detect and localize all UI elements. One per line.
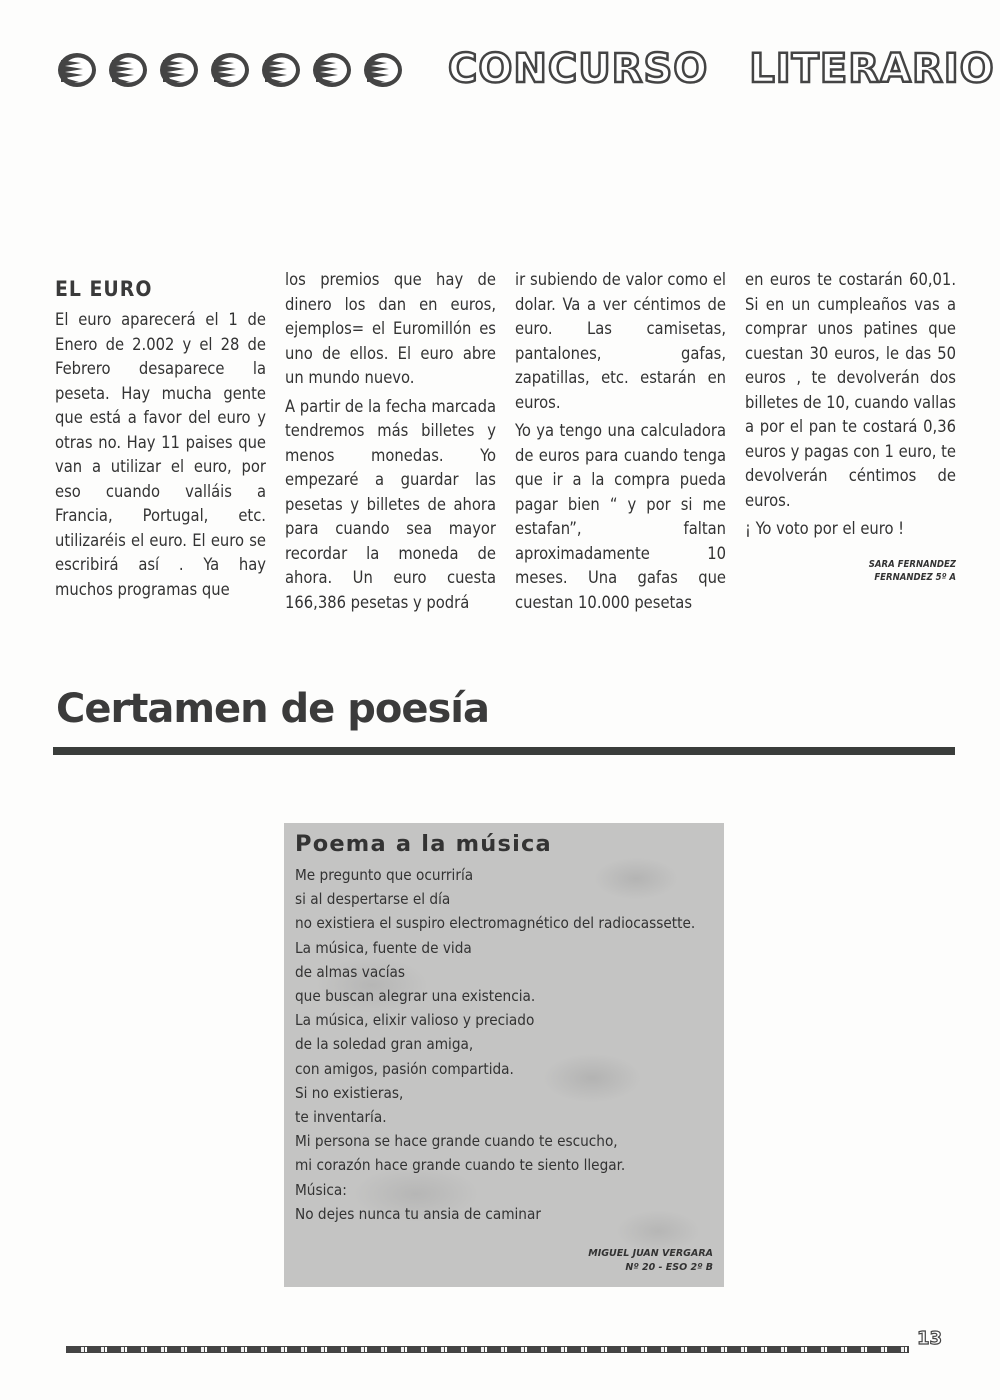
section-divider — [53, 747, 955, 755]
signature-line: SARA FERNANDEZ — [868, 558, 956, 570]
signature-line: FERNANDEZ 5º A — [874, 571, 956, 583]
euro-swoosh-icon — [363, 52, 403, 88]
article-column-2 — [285, 268, 496, 619]
article-title: EL EURO — [55, 277, 153, 301]
poem-line: con amigos, pasión compartida. — [295, 1059, 514, 1078]
poem-title: Poema a la música — [295, 831, 552, 857]
header-title-word1: CONCURSO — [448, 46, 709, 92]
page-number: 13 — [917, 1328, 943, 1349]
poem-line: Si no existieras, — [295, 1083, 404, 1102]
poem-lines — [295, 863, 695, 1226]
euro-swoosh-icon — [312, 52, 352, 88]
article-paragraph: los premios que hay de dinero los dan en euros, ejemplos= el Euromillón es uno de ellos. El euro abre un mundo nuevo. — [285, 270, 496, 387]
article-column-4 — [745, 268, 956, 584]
euro-swoosh-icon — [108, 52, 148, 88]
header-title-word2: LITERARIO — [749, 46, 995, 92]
poem-line: si al despertarse el día — [295, 890, 451, 909]
article-paragraph: ir subiendo de valor como el dolar. Va a ver céntimos de euro. Las camisetas, pantalones, gafas, zapatillas, etc. estarán en euros. — [515, 270, 726, 412]
poem-line: Me pregunto que ocurriría — [295, 866, 474, 884]
poem-line: mi corazón hace grande cuando te siento llegar. — [295, 1156, 626, 1175]
article-column-1 — [55, 268, 266, 606]
euro-swoosh-icon — [159, 52, 199, 88]
article-paragraph: A partir de la fecha marcada tendremos más billetes y menos monedas. Yo empezaré a guardar las pesetas y billetes de ahora para cuando sea mayor recordar la moneda de ahora. Un euro cuesta 166,386 pesetas y podrá — [285, 396, 496, 612]
poem-line: que buscan alegrar una existencia. — [295, 987, 536, 1006]
signature-line: Nº 20 - ESO 2º B — [625, 1262, 713, 1273]
poem-line: Música: — [295, 1180, 347, 1199]
poem-line: No dejes nunca tu ansia de caminar — [295, 1204, 541, 1223]
article-paragraph: El euro aparecerá el 1 de Enero de 2.002 y el 28 de Febrero desaparece la peseta. Hay mucha gente que está a favor del euro y otras no. Hay 11 paises que van a utilizar el euro, por eso cuando valláis a Francia, Portugal, etc. utilizaréis el euro. El euro se escribirá así . Ya hay muchos programas que — [55, 310, 266, 599]
article-column-3 — [515, 268, 726, 619]
header-icon-row — [57, 52, 403, 88]
poem-box — [284, 823, 724, 1287]
article-closing-line: ¡ Yo voto por el euro ! — [745, 519, 905, 538]
footer-divider — [66, 1346, 909, 1353]
poem-line: La música, elixir valioso y preciado — [295, 1011, 535, 1030]
article-paragraph: Yo ya tengo una calculadora de euros para cuando tenga que ir a la compra pueda pagar bien “ y por si me estafan”, faltan aproximadamente 10 meses. Una gafas que cuestan 10.000 pesetas — [515, 421, 726, 612]
poem-line: Mi persona se hace grande cuando te escucho, — [295, 1132, 618, 1151]
article-signature — [745, 558, 956, 584]
poem-signature — [588, 1247, 713, 1275]
euro-swoosh-icon — [261, 52, 301, 88]
euro-swoosh-icon — [57, 52, 97, 88]
header-title — [448, 46, 995, 92]
signature-line: MIGUEL JUAN VERGARA — [588, 1248, 713, 1259]
poem-line: de almas vacías — [295, 962, 405, 981]
poem-line: no existiera el suspiro electromagnético del radiocassette. — [295, 914, 696, 933]
poem-line: La música, fuente de vida — [295, 938, 472, 957]
poem-line: de la soledad gran amiga, — [295, 1035, 474, 1054]
article-paragraph: en euros te costarán 60,01. Si en un cumpleaños vas a comprar unos patines que cuestan 30 euros, le das 50 euros , te devolverán dos billetes de 10, cuando vallas a por el pan te costará 0,36 euros y pagas con 1 euro, te devolverán céntimos de euros. — [745, 270, 956, 510]
euro-swoosh-icon — [210, 52, 250, 88]
section-title: Certamen de poesía — [56, 686, 489, 732]
poem-line: te inventaría. — [295, 1108, 387, 1127]
